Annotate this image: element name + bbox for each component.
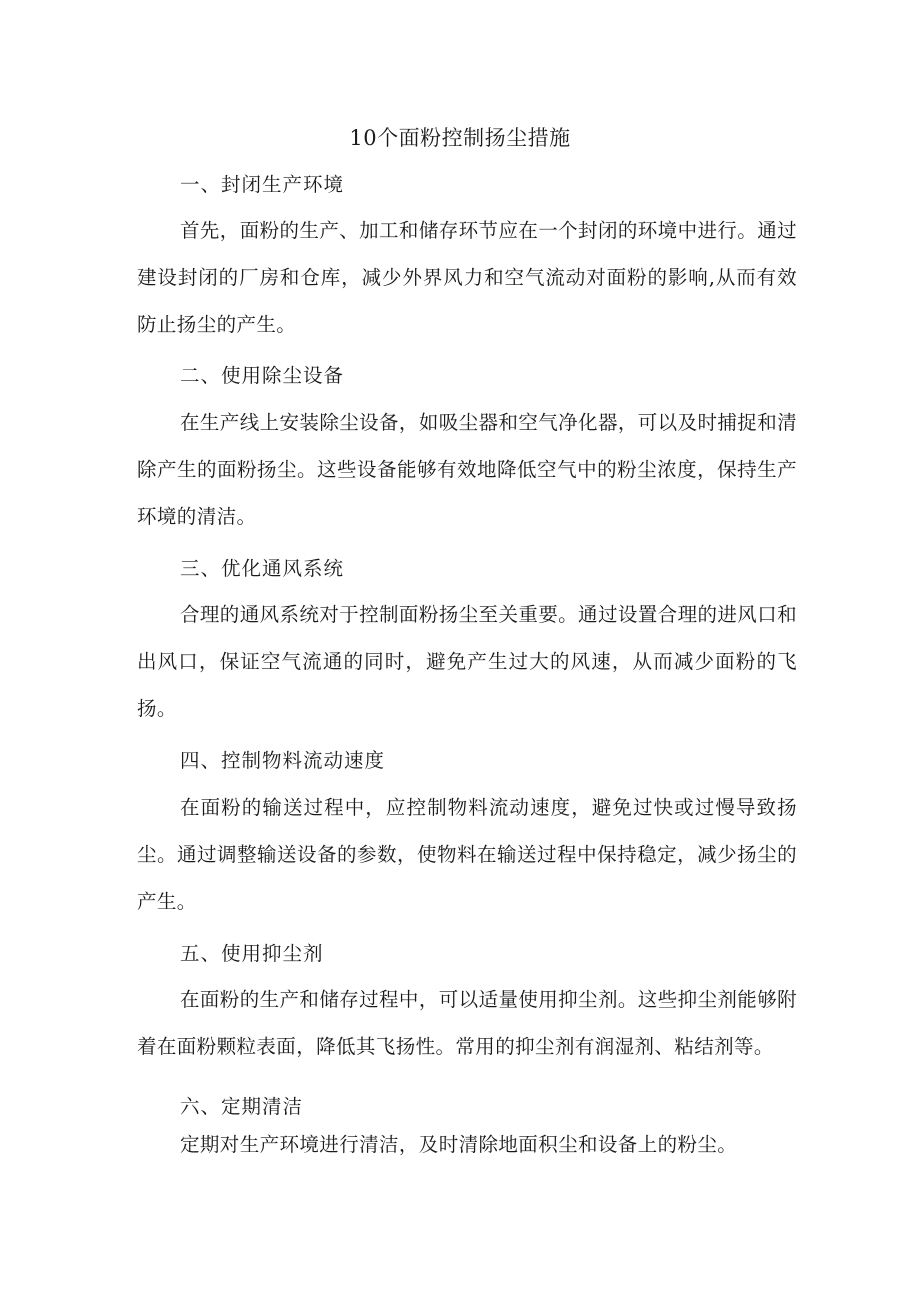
- section-paragraph-2: 在生产线上安装除尘设备，如吸尘器和空气净化器，可以及时捕捉和清除产生的面粉扬尘。这些设备能够有效地降低空气中的粉尘浓度，保持生产环境的清洁。: [137, 411, 797, 528]
- section-paragraph-1: 首先，面粉的生产、加工和储存环节应在一个封闭的环境中进行。通过建设封闭的厂房和仓库，减少外界风力和空气流动对面粉的影响,从而有效防止扬尘的产生。: [137, 219, 797, 336]
- section-paragraph-6: 定期对生产环境进行清洁，及时清除地面积尘和设备上的粉尘。: [180, 1133, 738, 1156]
- section-heading-5: 五、使用抑尘剂: [180, 942, 324, 965]
- section-paragraph-5: 在面粉的生产和储存过程中，可以适量使用抑尘剂。这些抑尘剂能够附着在面粉颗粒表面，降低其飞扬性。常用的抑尘剂有润湿剂、粘结剂等。: [137, 988, 797, 1058]
- section-heading-1: 一、封闭生产环境: [180, 173, 345, 196]
- section-heading-4: 四、控制物料流动速度: [180, 749, 386, 772]
- document-title: 10个面粉控制扬尘措施: [349, 126, 571, 150]
- section-paragraph-3: 合理的通风系统对于控制面粉扬尘至关重要。通过设置合理的进风口和出风口，保证空气流通的同时，避免产生过大的风速，从而减少面粉的飞扬。: [137, 603, 797, 720]
- section-heading-3: 三、优化通风系统: [180, 557, 345, 580]
- section-heading-2: 二、使用除尘设备: [180, 364, 345, 387]
- section-heading-6: 六、定期清洁: [180, 1095, 304, 1118]
- section-paragraph-4: 在面粉的输送过程中，应控制物料流动速度，避免过快或过慢导致扬尘。通过调整输送设备的参数，使物料在输送过程中保持稳定，减少扬尘的产生。: [137, 796, 797, 913]
